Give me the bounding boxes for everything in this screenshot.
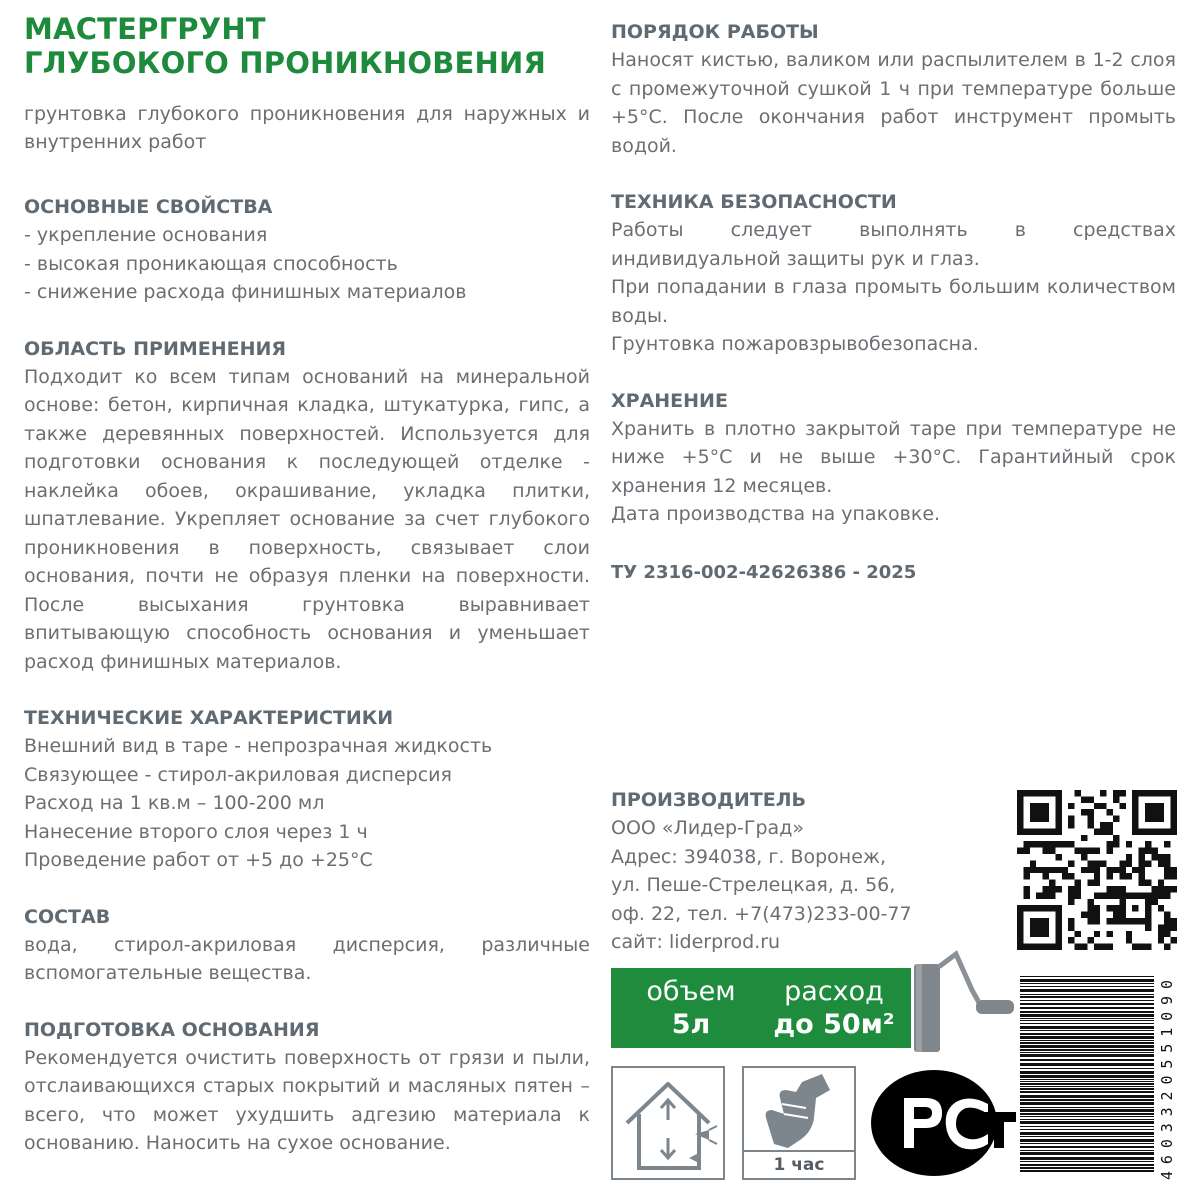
barcode-icon <box>1020 972 1178 1182</box>
properties-item: - снижение расхода финишных материалов <box>24 281 467 303</box>
qr-code-icon <box>1017 790 1177 950</box>
drying-time-box <box>742 1066 856 1180</box>
specs-item: Связующее - стирол-акриловая дисперсия <box>24 763 452 786</box>
manufacturer-line: Адрес: 394038, г. Воронеж, <box>611 845 887 868</box>
consumption-label: расход <box>784 976 884 1007</box>
manufacturer-website: сайт: liderprod.ru <box>611 931 781 953</box>
storage-section <box>611 387 1176 529</box>
specs-item: Нанесение второго слоя через 1 ч <box>24 820 368 843</box>
storage-heading: ХРАНЕНИЕ <box>611 389 728 412</box>
properties-heading: ОСНОВНЫЕ СВОЙСТВА <box>24 196 273 218</box>
composition-heading: СОСТАВ <box>24 905 111 928</box>
left-column <box>24 12 590 1158</box>
specs-heading: ТЕХНИЧЕСКИЕ ХАРАКТЕРИСТИКИ <box>24 707 394 729</box>
volume-consumption-band <box>611 968 911 1048</box>
specs-item: Проведение работ от +5 до +25°С <box>24 849 373 871</box>
procedure-heading: ПОРЯДОК РАБОТЫ <box>611 21 819 43</box>
storage-text: Хранить в плотно закрытой таре при температуре не ниже +5°С и не выше +30°С. Гарантийный срок хранения 12 месяцев. <box>611 417 1176 497</box>
safety-text: При попадании в глаза промыть большим количеством воды. <box>611 276 1176 327</box>
product-subtitle: грунтовка глубокого проникновения для наружных и внутренних работ <box>24 103 590 153</box>
specs-item: Внешний вид в таре - непрозрачная жидкость <box>24 735 493 757</box>
house-temperature-icon <box>613 1068 723 1178</box>
application-text: Подходит ко всем типам оснований на минеральной основе: бетон, кирпичная кладка, штукатурка, гипс, а также деревянных поверхностей. Используется для подготовки основания к последующей отделке - наклейка обоев, окрашивание, укладка плитки, шпатлевание. Укрепляет основание за счет глубокого проникновения в поверхность, связывает слои основания, почти не образуя пленки на поверхности. После высыхания грунтовка выравнивает впитывающую способность основания и уменьшает расход финишных материалов. <box>24 365 590 673</box>
manufacturer-line: оф. 22, тел. +7(473)233-00-77 <box>611 902 912 925</box>
application-heading: ОБЛАСТЬ ПРИМЕНЕНИЯ <box>24 337 287 360</box>
properties-section <box>24 193 590 307</box>
safety-section <box>611 188 1176 359</box>
title-line-2: ГЛУБОКОГО ПРОНИКНОВЕНИЯ <box>24 46 546 80</box>
tu-code: ТУ 2316-002-42626386 - 2025 <box>611 561 917 583</box>
manufacturer-section <box>611 786 991 957</box>
pct-certification-icon <box>870 1068 1018 1178</box>
safety-text: Работы следует выполнять в средствах индивидуальной защиты рук и глаз. <box>611 219 1176 270</box>
specs-section <box>24 704 590 875</box>
consumption-info <box>759 976 909 1042</box>
application-section <box>24 335 590 677</box>
volume-label: объем <box>646 976 736 1007</box>
barcode-digits: 4603320551090 <box>1158 980 1176 1180</box>
composition-text: вода, стирол-акриловая дисперсия, различные вспомогательные вещества. <box>24 933 590 984</box>
preparation-heading: ПОДГОТОВКА ОСНОВАНИЯ <box>24 1018 320 1041</box>
right-column <box>611 18 1176 587</box>
specs-item: Расход на 1 кв.м – 100-200 мл <box>24 792 325 814</box>
volume-value: 5л <box>671 1009 711 1040</box>
product-title <box>24 12 590 80</box>
paint-roller-icon <box>912 950 1016 1055</box>
manufacturer-line: ООО «Лидер-Град» <box>611 817 804 839</box>
procedure-section <box>611 18 1176 160</box>
storage-text: Дата производства на упаковке. <box>611 503 941 525</box>
preparation-text: Рекомендуется очистить поверхность от грязи и пыли, отслаивающихся старых покрытий и масляных пятен – всего, что может ухудшить адгезию материала к основанию. Наносить на сухое основание. <box>24 1046 590 1154</box>
safety-text: Грунтовка пожаровзрывобезопасна. <box>611 333 979 355</box>
drying-time-label: 1 час <box>744 1150 854 1178</box>
manufacturer-line: ул. Пеше-Стрелецкая, д. 56, <box>611 874 896 896</box>
title-line-1: МАСТЕРГРУНТ <box>24 12 266 46</box>
manufacturer-heading: ПРОИЗВОДИТЕЛЬ <box>611 789 807 811</box>
volume-info <box>631 976 751 1042</box>
safety-heading: ТЕХНИКА БЕЗОПАСНОСТИ <box>611 191 897 213</box>
preparation-section <box>24 1016 590 1158</box>
properties-item: - высокая проникающая способность <box>24 252 398 275</box>
composition-section <box>24 903 590 988</box>
hand-touch-icon <box>744 1068 854 1152</box>
properties-item: - укрепление основания <box>24 224 268 246</box>
procedure-text: Наносят кистью, валиком или распылителем в 1-2 слоя с промежуточной сушкой 1 ч при температуре больше +5°С. После окончания работ инструмент промыть водой. <box>611 49 1176 157</box>
consumption-value: до 50м² <box>773 1009 895 1040</box>
indoor-outdoor-box <box>611 1066 725 1180</box>
